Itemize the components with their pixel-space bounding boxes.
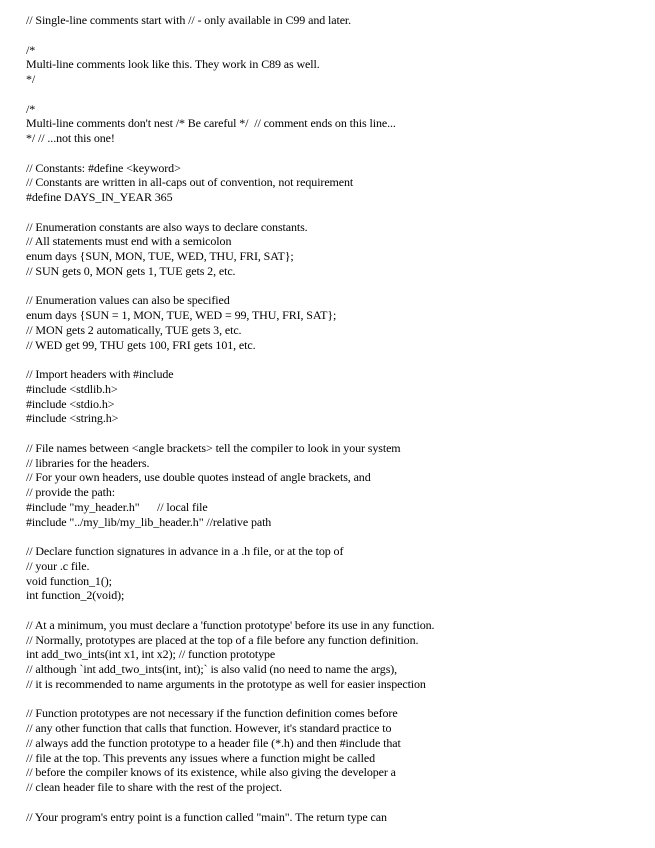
code-line: enum days {SUN = 1, MON, TUE, WED = 99, THU, FRI, SAT}; xyxy=(26,308,337,322)
code-line: // provide the path: xyxy=(26,485,115,499)
code-line: // clean header file to share with the rest of the project. xyxy=(26,780,282,794)
code-line: /* xyxy=(26,101,36,116)
code-line: // Normally, prototypes are placed at the top of a file before any function definition. xyxy=(26,632,419,647)
code-line: // Function prototypes are not necessary if the function definition comes before xyxy=(26,706,398,721)
code-line xyxy=(26,529,655,544)
code-line xyxy=(26,426,655,441)
code-line: #include "../my_lib/my_lib_header.h" //relative path xyxy=(26,514,272,529)
code-line: */ xyxy=(26,72,36,86)
code-line xyxy=(26,28,655,43)
code-line: Multi-line comments look like this. They work in C89 as well. xyxy=(26,57,320,72)
code-line: Multi-line comments don't nest /* Be careful */ // comment ends on this line... xyxy=(26,116,396,131)
code-line xyxy=(26,352,655,367)
code-line: // WED get 99, THU gets 100, FRI gets 101, etc. xyxy=(26,337,256,352)
code-line: enum days {SUN, MON, TUE, WED, THU, FRI, SAT}; xyxy=(26,249,294,263)
code-line xyxy=(26,87,655,102)
code-line xyxy=(26,603,655,618)
code-line xyxy=(26,795,655,810)
code-line: /* xyxy=(26,42,36,57)
code-line: // your .c file. xyxy=(26,558,90,573)
code-line: // Import headers with #include xyxy=(26,367,174,381)
code-line xyxy=(26,205,655,220)
code-line: #include <stdio.h> xyxy=(26,396,115,411)
code-line: // before the compiler knows of its existence, while also giving the developer a xyxy=(26,765,396,780)
code-line: int add_two_ints(int x1, int x2); // function prototype xyxy=(26,647,276,662)
code-line: // Declare function signatures in advance in a .h file, or at the top of xyxy=(26,544,344,558)
code-line: // Enumeration values can also be specified xyxy=(26,293,230,308)
code-line: // For your own headers, use double quotes instead of angle brackets, and xyxy=(26,470,371,485)
code-line: #define DAYS_IN_YEAR 365 xyxy=(26,190,173,204)
code-line: // All statements must end with a semicolon xyxy=(26,234,232,249)
code-line: // although `int add_two_ints(int, int);` is also valid (no need to name the args), xyxy=(26,662,398,676)
code-line: #include "my_header.h" // local file xyxy=(26,499,208,514)
code-line: // Single-line comments start with // - only available in C99 and later. xyxy=(26,13,352,27)
code-line: void function_1(); xyxy=(26,573,112,588)
code-line: #include <string.h> xyxy=(26,411,119,426)
code-line: // libraries for the headers. xyxy=(26,455,150,470)
code-line: // any other function that calls that function. However, it's standard practice to xyxy=(26,721,392,735)
code-line xyxy=(26,279,655,294)
code-line: int function_2(void); xyxy=(26,588,125,603)
code-line: // File names between <angle brackets> tell the compiler to look in your system xyxy=(26,440,401,455)
code-line: #include <stdlib.h> xyxy=(26,381,118,396)
code-line: // Enumeration constants are also ways to declare constants. xyxy=(26,219,308,234)
code-line: // file at the top. This prevents any issues where a function might be called xyxy=(26,750,375,765)
code-line xyxy=(26,692,655,707)
code-line: // always add the function prototype to a header file (*.h) and then #include that xyxy=(26,735,401,750)
code-line: // SUN gets 0, MON gets 1, TUE gets 2, etc. xyxy=(26,263,236,278)
code-line: // Constants are written in all-caps out of convention, not requirement xyxy=(26,175,354,190)
code-line: // it is recommended to name arguments in the prototype as well for easier inspection xyxy=(26,676,426,691)
code-line xyxy=(26,146,655,161)
code-line: // MON gets 2 automatically, TUE gets 3, etc. xyxy=(26,322,242,337)
code-line: // Constants: #define <keyword> xyxy=(26,160,181,175)
code-line: */ // ...not this one! xyxy=(26,131,115,145)
code-line: // Your program's entry point is a function called "main". The return type can xyxy=(26,809,387,824)
code-line: // At a minimum, you must declare a 'function prototype' before its use in any function. xyxy=(26,617,435,632)
